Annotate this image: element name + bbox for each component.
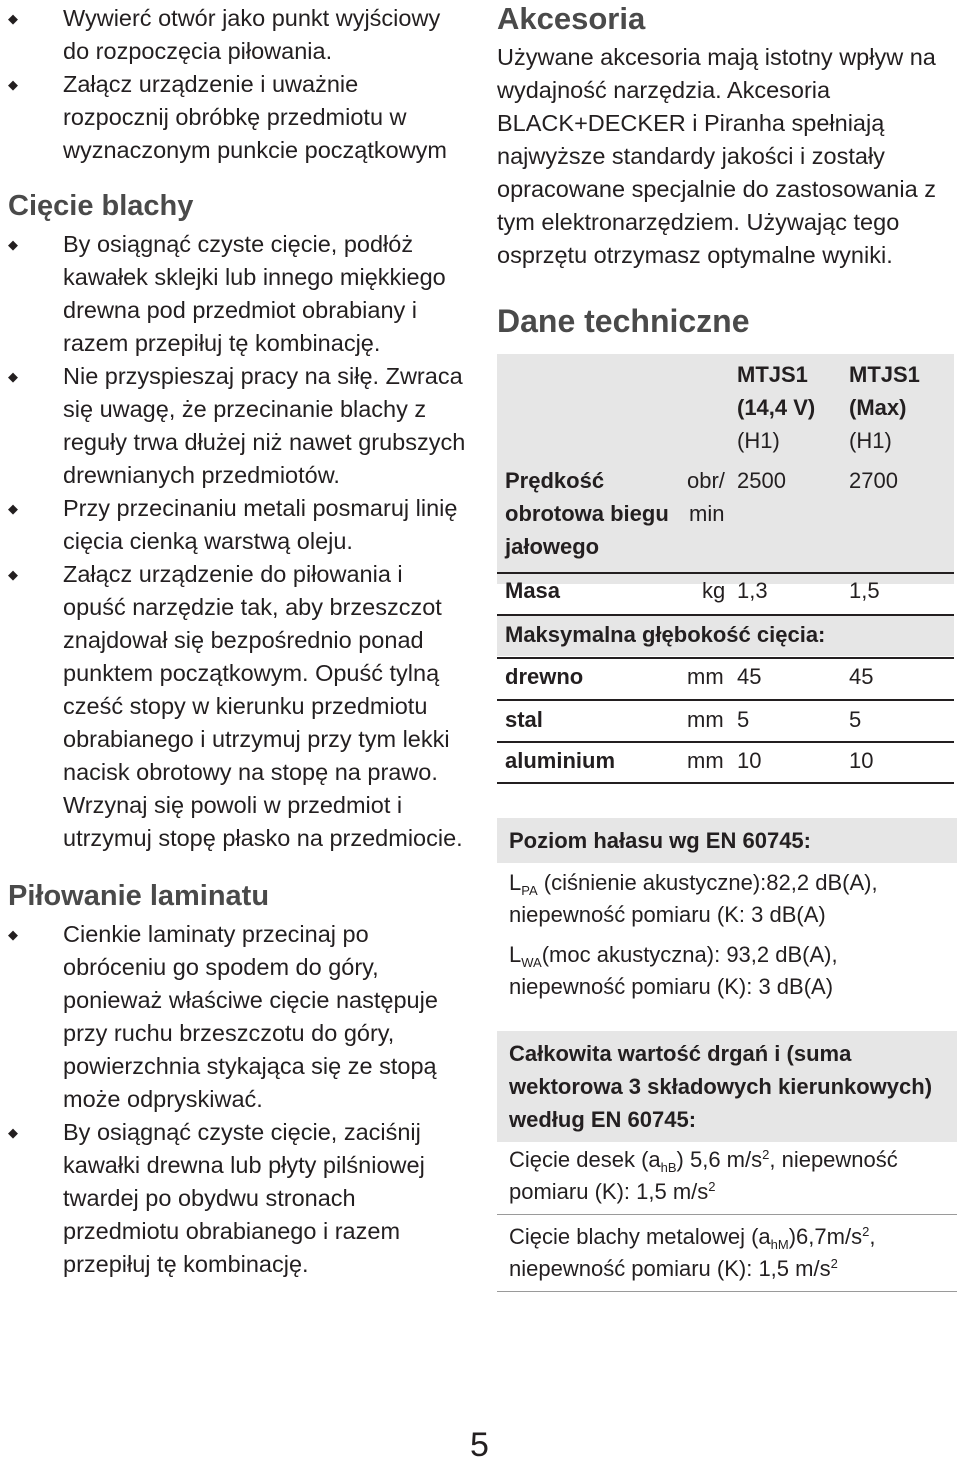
table-row-aluminium: aluminium mm 10 10: [505, 748, 874, 773]
table-rule: [497, 741, 954, 743]
table-row-speed: Prędkość obrotowa biegu jałowego obr/ min 2500 2700: [505, 468, 898, 559]
noise-lwa: $L_{WA}(moc$ akustyczna): 93,2 dB(A), niepewność pomiaru (K): 3 dB(A): [509, 942, 838, 999]
section-heading-laminate: Piłowanie laminatu: [8, 880, 270, 912]
noise-lpa: $L_{PA}$ (ciśnienie akustyczne):82,2 dB(A), niepewność pomiaru (K: 3 dB(A): [509, 870, 878, 927]
list-item: ◆ Przy przecinaniu metali posmaruj linię cięcia cienką warstwą oleju.: [8, 492, 468, 558]
left-column: [8, 0, 468, 1281]
table-row-wood: drewno mm 45 45: [505, 664, 874, 689]
list-item: ◆ By osiągnąć czyste cięcie, zaciśnij kawałki drewna lub płyty pilśniowej twardej po obydwu stronach przedmiotu obrabianego i razem przepiłuj tę kombinację.: [8, 1116, 468, 1281]
bullet-diamond-icon: ◆: [8, 77, 18, 92]
bullet-diamond-icon: ◆: [8, 927, 18, 942]
section-heading-sheet-cutting: Cięcie blachy: [8, 190, 194, 222]
section-heading-accessories: Akcesoria: [497, 1, 646, 36]
list-item: ◆ By osiągnąć czyste cięcie, podłóż kawałek sklejki lub innego miękkiego drewna pod przedmiot obrabiany i razem przepiłuj tę kombinację.: [8, 228, 468, 360]
list-item: ◆ Wywierć otwór jako punkt wyjściowy do rozpoczęcia piłowania.: [8, 2, 468, 68]
bullet-diamond-icon: ◆: [8, 501, 18, 516]
table-rule: [497, 699, 954, 701]
table-rule: [497, 782, 954, 784]
noise-section: [497, 818, 957, 1003]
bullet-diamond-icon: ◆: [8, 567, 18, 582]
list-item: ◆ Załącz urządzenie do piłowania i opuść narzędzie tak, aby brzeszczot znajdował się bezpośrednio ponad punktem początkowym. Opuść tylną cześć stopy w kierunku przedmiotu obrabianego i utrzymuj przy tym lekki nacisk obrotowy na stopę na prawo. Wrzynaj się powoli w przedmiot i utrzymuj stopę płasko na przedmiocie.: [8, 558, 468, 855]
list-item: ◆ Cienkie laminaty przecinaj po obróceniu go spodem do góry, ponieważ właściwe cięcie następuje przy ruchu brzeszczotu do góry, powierzchnia stykająca się ze stopą może odpryskiwać.: [8, 918, 468, 1116]
table-rule: [497, 657, 954, 659]
sheet-bullet-list: [8, 228, 468, 855]
table-header-row: MTJS1 MTJS1 (14,4 V) (Max) (H1) (H1): [737, 362, 920, 453]
table-rule: [497, 614, 954, 616]
table-row-steel: stal mm 5 5: [505, 707, 862, 732]
accessories-paragraph: Używane akcesoria mają istotny wpływ na wydajność narzędzia. Akcesoria BLACK+DECKER i Piranha spełniają najwyższe standardy jakości i zostały opracowane specjalnie do zastosowania z tym elektronarzędziem. Używając tego osprzętu otrzymasz optymalne wyniki.: [497, 44, 936, 268]
laminate-bullet-list: [8, 918, 468, 1281]
right-column: [497, 0, 957, 1292]
technical-data-table: [497, 354, 957, 774]
vibration-section: [497, 1031, 957, 1292]
table-row-depth-label: Maksymalna głębokość cięcia:: [505, 622, 826, 647]
table-row-mass: Masa kg 1,3 1,5: [505, 578, 880, 603]
list-item: ◆ Nie przyspieszaj pracy na siłę. Zwraca się uwagę, że przecinanie blachy z reguły trwa dłużej niż nawet grubszych drewnianych przedmiotów.: [8, 360, 468, 492]
noise-heading: Poziom hałasu wg EN 60745:: [497, 818, 957, 863]
vibration-heading: Całkowita wartość drgań i (suma wektorowa 3 składowych kierunkowych) według EN 60745:: [497, 1031, 957, 1142]
bullet-diamond-icon: ◆: [8, 369, 18, 384]
bullet-diamond-icon: ◆: [8, 237, 18, 252]
vibration-boards: Cięcie desek $(a_{hB})$ 5,6 $m/s^2$, niepewność pomiaru (K): 1,5 $m/s^2$: [497, 1144, 957, 1215]
section-heading-technical-data: Dane techniczne: [497, 303, 750, 339]
intro-bullet-list: [8, 2, 468, 167]
bullet-diamond-icon: ◆: [8, 11, 18, 26]
page-number: 5: [470, 1426, 489, 1464]
list-item: ◆ Załącz urządzenie i uważnie rozpocznij obróbkę przedmiotu w wyznaczonym punkcie początkowym: [8, 68, 468, 167]
bullet-diamond-icon: ◆: [8, 1125, 18, 1140]
vibration-metal: Cięcie blachy metalowej $(a_{hM})6,7m/s^2$, niepewność pomiaru (K): 1,5 $m/s^2$: [497, 1221, 957, 1292]
